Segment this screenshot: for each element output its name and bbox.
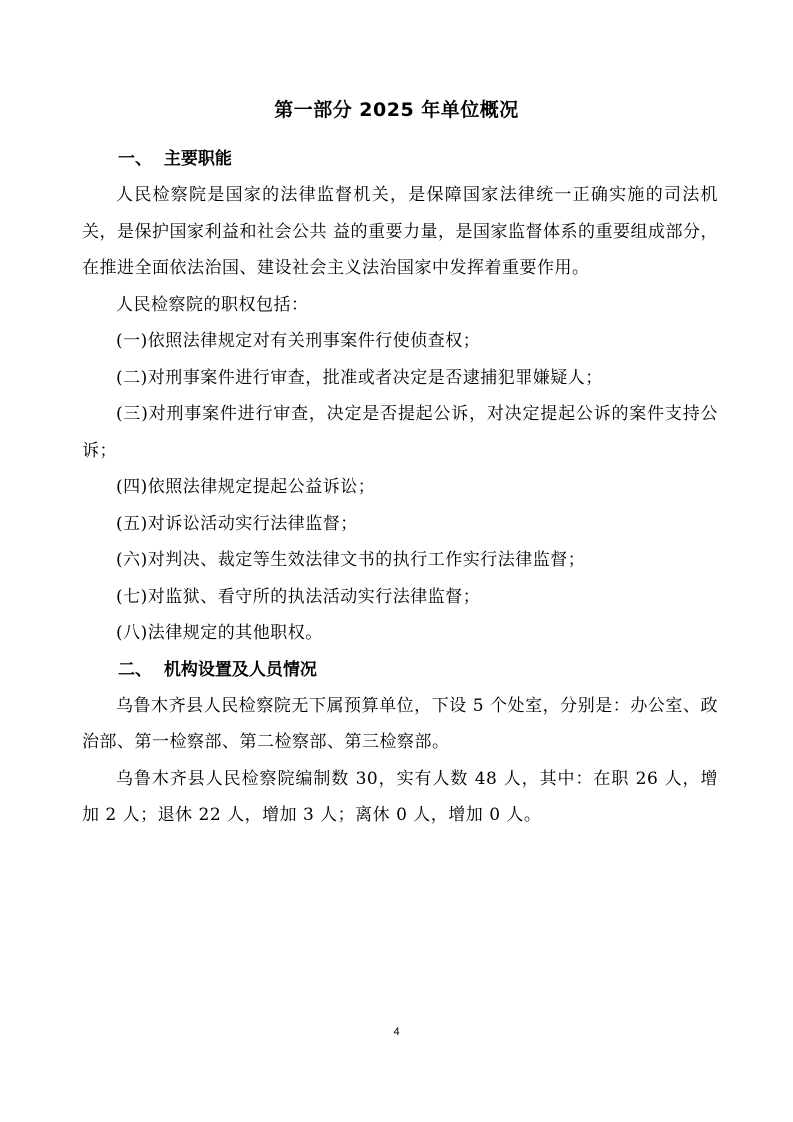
powers-list: [82, 323, 718, 652]
page-title: 第一部分 2025 年单位概况: [274, 99, 519, 121]
list-item-power-6: (六)对判决、裁定等生效法律文书的执行工作实行法律监督；: [116, 550, 586, 570]
list-item-power-2: (二)对刑事案件进行审查，批准或者决定是否逮捕犯罪嫌疑人；: [116, 367, 603, 388]
list-item-power-1: (一)依照法律规定对有关刑事案件行使侦查权；: [116, 331, 481, 351]
paragraph-powers-intro: 人民检察院的职权包括：: [116, 294, 309, 315]
list-item-power-4: (四)依照法律规定提起公益诉讼；: [116, 477, 376, 497]
section-heading-organization-staffing: 二、 机构设置及人员情况: [118, 659, 317, 680]
paragraph-departments: 乌鲁木齐县人民检察院无下属预算单位，下设 5 个处室，分别是：办公室、政治部、第一检察部、第二检察部、第三检察部。: [82, 695, 718, 752]
list-item-power-5: (五)对诉讼活动实行法律监督；: [116, 513, 358, 534]
paragraph-procuratorate-role: 人民检察院是国家的法律监督机关，是保障国家法律统一正确实施的司法机关，是保护国家利益和社会公共 益的重要力量，是国家监督体系的重要组成部分，在推进全面依法治国、建设社会主义法治国家中发挥着重要作用。: [82, 185, 718, 278]
section-heading-main-functions: 一、 主要职能: [118, 149, 232, 169]
paragraph-staffing: 乌鲁木齐县人民检察院编制数 30，实有人数 48 人，其中：在职 26 人，增加 2 人；退休 22 人，增加 3 人；离休 0 人，增加 0 人。: [82, 768, 718, 825]
document-body: [82, 141, 718, 834]
page-number: 4: [393, 1026, 400, 1038]
list-item-power-7: (七)对监狱、看守所的执法活动实行法律监督；: [116, 586, 481, 607]
list-item-power-8: (八)法律规定的其他职权。: [116, 623, 323, 643]
list-item-power-3: (三)对刑事案件进行审查，决定是否提起公诉，对决定提起公诉的案件支持公诉；: [82, 404, 718, 461]
